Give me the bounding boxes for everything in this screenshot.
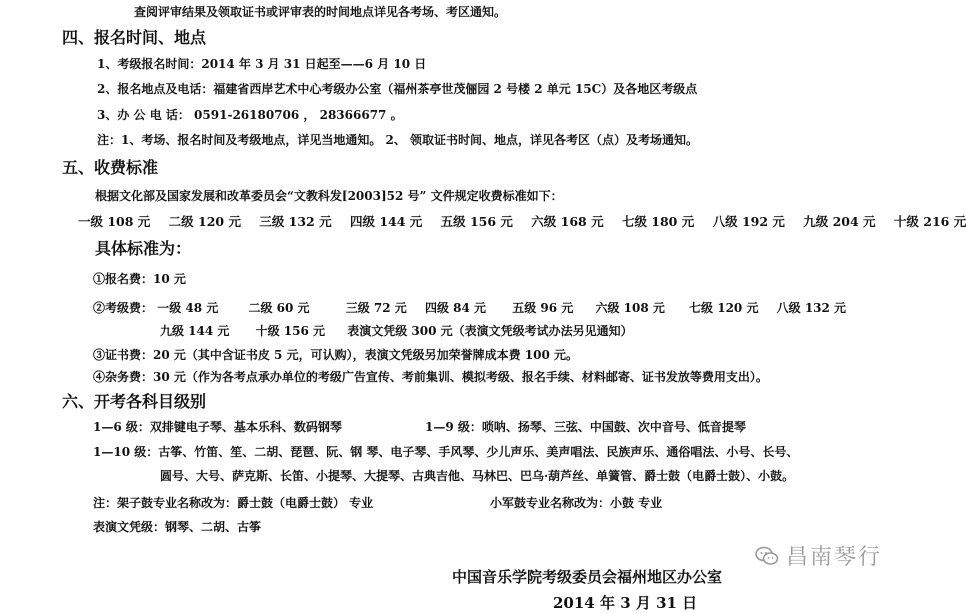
signature-org: 中国音乐学院考级委员会福州地区办公室 xyxy=(452,568,723,586)
exam-fee-4: 四级 84 元 xyxy=(424,301,487,315)
note-snare-drum: 小军鼓专业名称改为：小鼓 专业 xyxy=(490,496,663,510)
fee-level-8: 八级 192 元 xyxy=(712,214,785,229)
fee-level-1: 一级 108 元 xyxy=(78,214,151,229)
fee-levels xyxy=(78,212,966,230)
exam-fee-6: 六级 108 元 xyxy=(595,301,665,315)
exam-fee-row-1 xyxy=(93,299,846,316)
reg-location: 2、报名地点及电话：福建省西岸艺术中心考级办公室（福州茶亭世茂俪园 2 号楼 2 单元 15C）及各地区考级点 xyxy=(97,82,698,96)
exam-fee-10: 十级 156 元 xyxy=(255,324,325,338)
specific-standard-heading: 具体标准为： xyxy=(95,239,192,258)
section-6-heading: 六、开考各科目级别 xyxy=(62,392,207,411)
wechat-icon xyxy=(754,543,780,569)
exam-fee-7: 七级 120 元 xyxy=(689,301,759,315)
exam-fee-performance: 表演文凭级 300 元（表演文凭级考试办法另见通知） xyxy=(347,324,633,338)
levels-1-10-cont: 圆号、大号、萨克斯、长笛、小提琴、大提琴、古典吉他、马林巴、巴乌·葫芦丝、单簧管、爵士鼓（电爵士鼓）、小鼓。 xyxy=(160,469,795,483)
intro-line: 查阅评审结果及领取证书或评审表的时间地点详见各考场、考区通知。 xyxy=(134,5,507,19)
fee-level-9: 九级 204 元 xyxy=(803,214,876,229)
fee-level-5: 五级 156 元 xyxy=(440,214,513,229)
reg-time: 1、考级报名时间：2014 年 3 月 31 日起至——6 月 10 日 xyxy=(97,57,427,71)
fee-level-7: 七级 180 元 xyxy=(621,214,695,229)
levels-1-9: 1—9 级：唢呐、扬琴、三弦、中国鼓、次中音号、低音提琴 xyxy=(425,420,746,434)
levels-1-10: 1—10 级：古筝、竹笛、笙、二胡、琵琶、阮、钢 琴、电子琴、手风琴、少儿声乐、美声唱法、民族声乐、通俗唱法、小号、长号、 xyxy=(93,445,799,459)
note-jazz-drum: 注：架子鼓专业名称改为：爵士鼓（电爵士鼓） 专业 xyxy=(93,496,374,510)
misc-fee: ④杂务费：30 元（作为各考点承办单位的考级广告宣传、考前集训、模拟考级、报名手续、材料邮寄、证书发放等费用支出）。 xyxy=(93,370,768,384)
fee-level-2: 二级 120 元 xyxy=(168,214,241,229)
levels-1-6: 1—6 级：双排键电子琴、基本乐科、数码钢琴 xyxy=(93,420,342,434)
reg-fee: ①报名费：10 元 xyxy=(93,272,186,286)
section-5-heading: 五、收费标准 xyxy=(62,158,159,177)
fee-level-4: 四级 144 元 xyxy=(349,214,423,229)
exam-fee-2: 二级 60 元 xyxy=(248,301,310,315)
sec4-note: 注：1、考场、报名时间及考级地点，详见当地通知。 2、 领取证书时间、地点，详见各考区（点）及考场通知。 xyxy=(97,133,699,147)
section-4-heading: 四、报名时间、地点 xyxy=(62,28,207,47)
exam-fee-3: 三级 72 元 xyxy=(345,301,407,315)
office-phone: 3、办 公 电 话： 0591-26180706 ， 28366677 。 xyxy=(97,108,403,122)
exam-fee-8: 八级 132 元 xyxy=(776,301,847,315)
signature-date: 2014 年 3 月 31 日 xyxy=(553,594,698,612)
fee-level-10: 十级 216 元 xyxy=(893,214,966,229)
exam-fee-9: 九级 144 元 xyxy=(160,324,230,338)
fee-level-3: 三级 132 元 xyxy=(259,214,332,229)
exam-fee-row-2 xyxy=(160,322,633,339)
cert-fee: ③证书费：20 元（其中含证书皮 5 元，可认购），表演文凭级另加荣誉牌成本费 100 元。 xyxy=(93,348,578,362)
exam-fee-5: 五级 96 元 xyxy=(512,301,574,315)
watermark-text: 昌南琴行 xyxy=(785,545,882,570)
exam-fee-1: 一级 48 元 xyxy=(157,301,219,315)
exam-fee-label: ②考级费： xyxy=(93,301,154,315)
fee-basis: 根据文化部及国家发展和改革委员会“文教科发[2003]52 号” 文件规定收费标准如下： xyxy=(95,189,563,203)
performance-diploma: 表演文凭级：钢琴、二胡、古筝 xyxy=(93,520,262,534)
watermark xyxy=(754,540,882,571)
fee-level-6: 六级 168 元 xyxy=(531,214,604,229)
